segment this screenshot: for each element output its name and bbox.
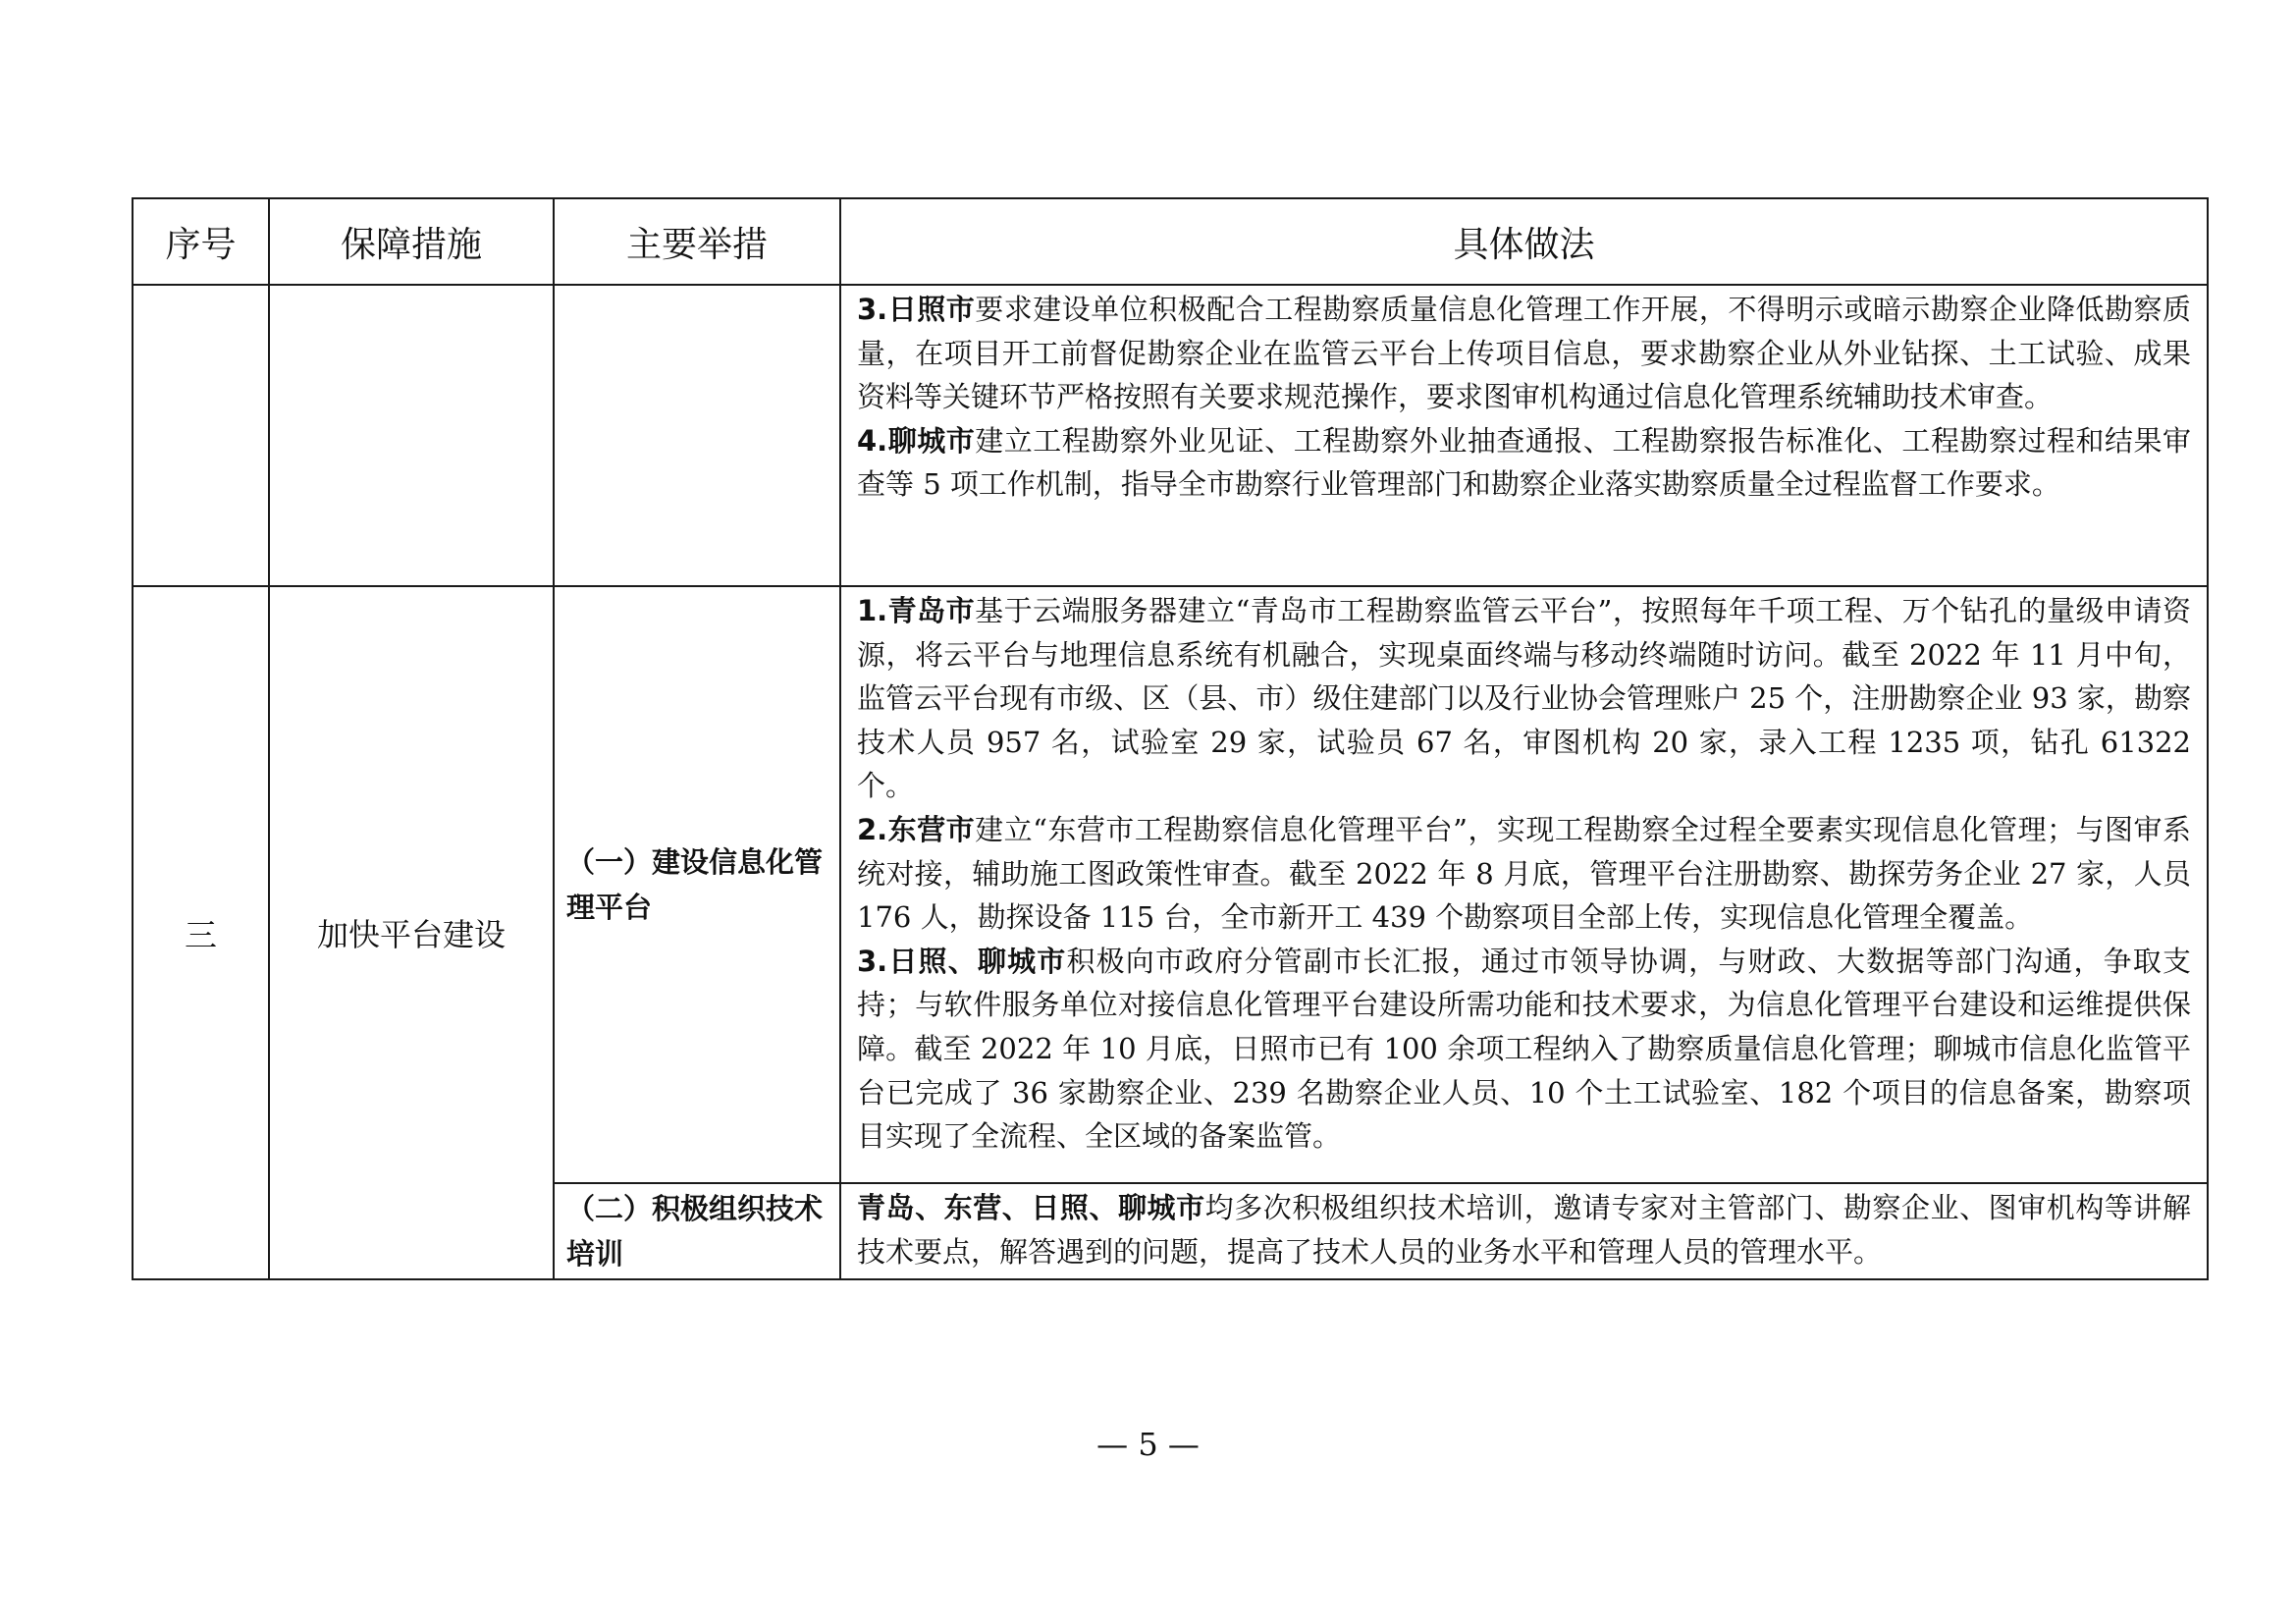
section-guarantee: 加快平台建设: [269, 586, 554, 1279]
header-num: 序号: [133, 198, 269, 285]
cont-measure-cell: [554, 285, 840, 586]
city-lead: 青岛、东营、日照、聊城市: [857, 1191, 1205, 1224]
header-guarantee: 保障措施: [269, 198, 554, 285]
city-lead: 4.聊城市: [857, 423, 976, 458]
header-detail: 具体做法: [840, 198, 2208, 285]
header-measure: 主要举措: [554, 198, 840, 285]
detail-paragraph: [857, 288, 2191, 419]
cont-guarantee-cell: [269, 285, 554, 586]
measure-label: （一）建设信息化管理平台: [554, 586, 840, 1183]
city-lead: 1.青岛市: [857, 594, 976, 627]
detail-text: 基于云端服务器建立“青岛市工程勘察监管云平台”，按照每年千项工程、万个钻孔的量级申请资源，将云平台与地理信息系统有机融合，实现桌面终端与移动终端随时访问。截至 2022 年 11 月中旬，监管云平台现有市级、区（县、市）级住建部门以及行业协会管理账户 25 个，注册勘察企业 93 家，勘察技术人员 957 名，试验室 29 家，试验员 67 名，审图机构 20 家，录入工程 1235 项，钻孔 61322 个。: [857, 594, 2191, 803]
detail-paragraph: [857, 940, 2191, 1159]
detail-text: 建立“东营市工程勘察信息化管理平台”，实现工程勘察全过程全要素实现信息化管理；与图审系统对接，辅助施工图政策性审查。截至 2022 年 8 月底，管理平台注册勘察、勘探劳务企业 27 家，人员 176 人，勘探设备 115 台，全市新开工 439 个勘察项目全部上传，实现信息化管理全覆盖。: [857, 812, 2191, 935]
measure2-detail-cell: [840, 1183, 2208, 1279]
section-number: 三: [133, 586, 269, 1279]
detail-text: 均多次积极组织技术培训，邀请专家对主管部门、勘察企业、图审机构等讲解技术要点，解答遇到的问题，提高了技术人员的业务水平和管理人员的管理水平。: [857, 1191, 2191, 1269]
detail-paragraph: [857, 419, 2191, 507]
cont-num-cell: [133, 285, 269, 586]
cont-detail-cell: [840, 285, 2208, 586]
detail-text: 积极向市政府分管副市长汇报，通过市领导协调，与财政、大数据等部门沟通，争取支持；与软件服务单位对接信息化管理平台建设所需功能和技术要求，为信息化管理平台建设和运维提供保障。截至 2022 年 10 月底，日照市已有 100 余项工程纳入了勘察质量信息化管理；聊城市信息化监管平台已完成了 36 家勘察企业、239 名勘察企业人员、10 个土工试验室、182 个项目的信息备案，勘察项目实现了全流程、全区域的备案监管。: [857, 944, 2191, 1154]
detail-paragraph: [857, 1186, 2191, 1273]
detail-paragraph: [857, 808, 2191, 940]
page-number: — 5 —: [1096, 1426, 1200, 1463]
city-lead: 3.日照、聊城市: [857, 944, 1067, 978]
table-row: [133, 285, 2208, 586]
measures-table: [132, 197, 2209, 1280]
detail-text: 建立工程勘察外业见证、工程勘察外业抽查通报、工程勘察报告标准化、工程勘察过程和结果审查等 5 项工作机制，指导全市勘察行业管理部门和勘察企业落实勘察质量全过程监督工作要求。: [857, 423, 2191, 502]
table-row: [133, 586, 2208, 1183]
detail-paragraph: [857, 589, 2191, 808]
table-header-row: [133, 198, 2208, 285]
measure-label: （二）积极组织技术培训: [554, 1183, 840, 1279]
city-lead: 2.东营市: [857, 812, 976, 846]
city-lead: 3.日照市: [857, 293, 976, 326]
detail-text: 要求建设单位积极配合工程勘察质量信息化管理工作开展，不得明示或暗示勘察企业降低勘察质量，在项目开工前督促勘察企业在监管云平台上传项目信息，要求勘察企业从外业钻探、土工试验、成果资料等关键环节严格按照有关要求规范操作，要求图审机构通过信息化管理系统辅助技术审查。: [857, 293, 2191, 414]
measure1-detail-cell: [840, 586, 2208, 1183]
